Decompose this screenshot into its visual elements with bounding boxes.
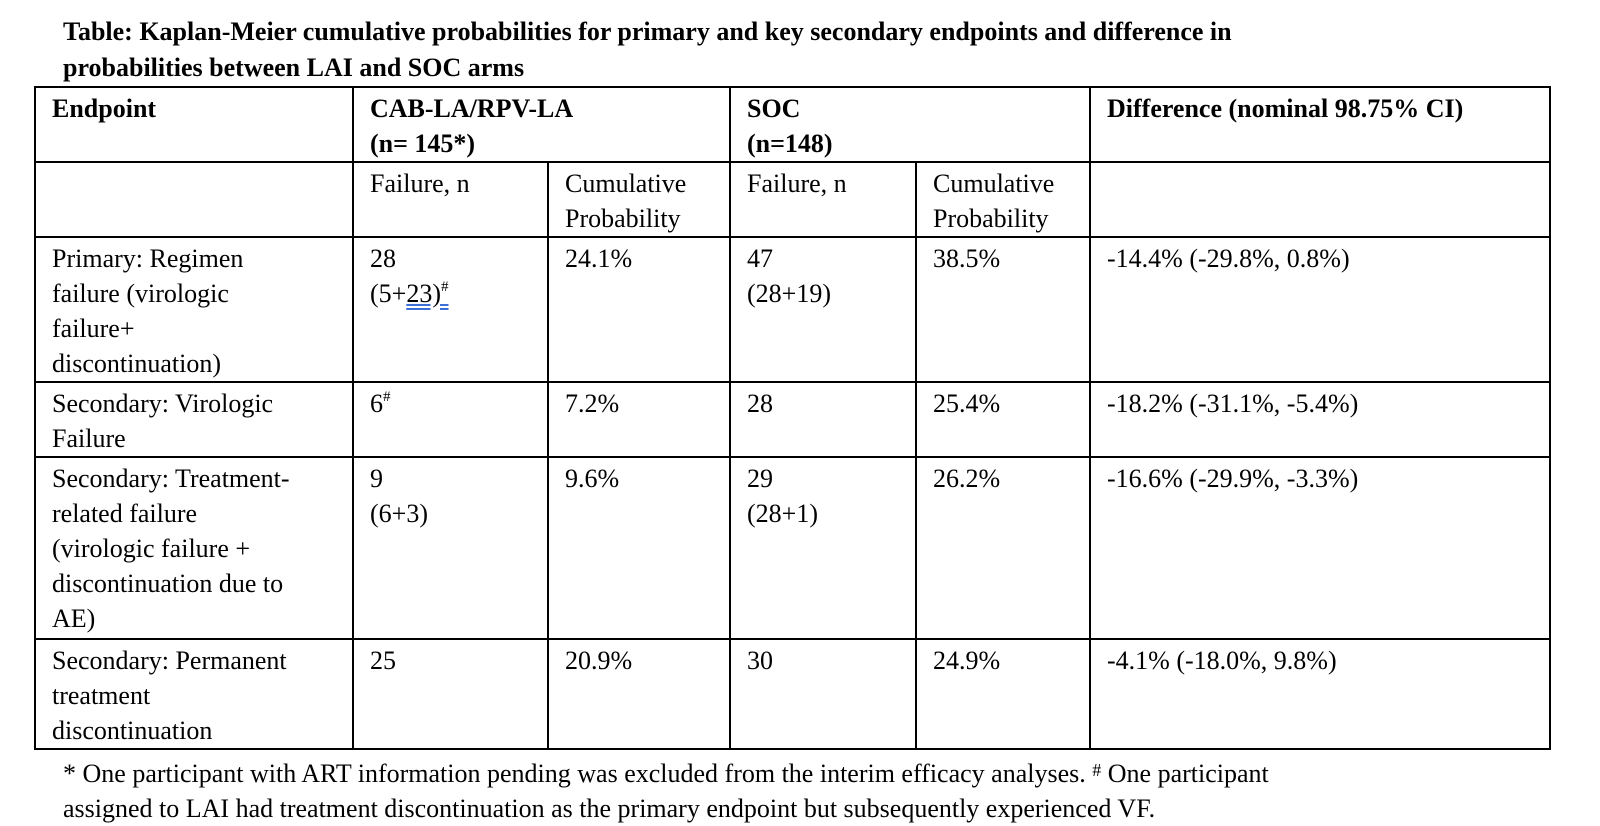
subheader-empty-diff bbox=[1090, 162, 1550, 237]
subheader-soc-cumulative: Cumulative Probability bbox=[916, 162, 1090, 237]
spell-check-underline: 23)# bbox=[406, 279, 449, 308]
header-endpoint: Endpoint bbox=[35, 87, 353, 162]
table-row-permanent-discontinuation bbox=[35, 639, 1550, 749]
endpoint-cell: Secondary: Permanent treatment discontinuation bbox=[35, 639, 353, 749]
footnote-line-1: * One participant with ART information pending was excluded from the interim efficacy analyses. # One participant bbox=[63, 759, 1269, 788]
header-soc-arm: SOC (n=148) bbox=[730, 87, 1090, 162]
table-row-primary bbox=[35, 237, 1550, 382]
subheader-row bbox=[35, 162, 1550, 237]
header-lai-arm: CAB-LA/RPV-LA (n= 145*) bbox=[353, 87, 730, 162]
difference-cell: -16.6% (-29.9%, -3.3%) bbox=[1090, 457, 1550, 639]
table-caption bbox=[63, 14, 1563, 86]
caption-line-1: Table: Kaplan-Meier cumulative probabilities for primary and key secondary endpoints and difference in bbox=[63, 17, 1232, 46]
header-difference: Difference (nominal 98.75% CI) bbox=[1090, 87, 1550, 162]
soc-cumulative-cell: 26.2% bbox=[916, 457, 1090, 639]
table-row-virologic-failure bbox=[35, 382, 1550, 457]
subheader-empty bbox=[35, 162, 353, 237]
lai-failure-cell: 6# bbox=[353, 382, 548, 457]
soc-failure-cell: 30 bbox=[730, 639, 916, 749]
lai-cumulative-cell: 24.1% bbox=[548, 237, 730, 382]
subheader-soc-failure: Failure, n bbox=[730, 162, 916, 237]
soc-failure-cell: 47 (28+19) bbox=[730, 237, 916, 382]
lai-cumulative-cell: 20.9% bbox=[548, 639, 730, 749]
table-row-treatment-related-failure bbox=[35, 457, 1550, 639]
soc-cumulative-cell: 24.9% bbox=[916, 639, 1090, 749]
soc-cumulative-cell: 25.4% bbox=[916, 382, 1090, 457]
soc-failure-cell: 29 (28+1) bbox=[730, 457, 916, 639]
soc-failure-cell: 28 bbox=[730, 382, 916, 457]
endpoint-cell: Secondary: Virologic Failure bbox=[35, 382, 353, 457]
endpoint-cell: Secondary: Treatment- related failure (virologic failure + discontinuation due to AE) bbox=[35, 457, 353, 639]
footnote-line-2: assigned to LAI had treatment discontinuation as the primary endpoint but subsequently experienced VF. bbox=[63, 794, 1156, 823]
lai-cumulative-cell: 9.6% bbox=[548, 457, 730, 639]
table-footnote bbox=[63, 753, 1573, 826]
caption-line-2: probabilities between LAI and SOC arms bbox=[63, 53, 525, 82]
endpoint-cell: Primary: Regimen failure (virologic failure+ discontinuation) bbox=[35, 237, 353, 382]
difference-cell: -4.1% (-18.0%, 9.8%) bbox=[1090, 639, 1550, 749]
difference-cell: -14.4% (-29.8%, 0.8%) bbox=[1090, 237, 1550, 382]
lai-failure-cell: 28 (5+23)# bbox=[353, 237, 548, 382]
difference-cell: -18.2% (-31.1%, -5.4%) bbox=[1090, 382, 1550, 457]
subheader-lai-failure: Failure, n bbox=[353, 162, 548, 237]
header-row bbox=[35, 87, 1550, 162]
lai-failure-cell: 9 (6+3) bbox=[353, 457, 548, 639]
lai-failure-cell: 25 bbox=[353, 639, 548, 749]
km-table bbox=[34, 86, 1551, 750]
lai-cumulative-cell: 7.2% bbox=[548, 382, 730, 457]
subheader-lai-cumulative: Cumulative Probability bbox=[548, 162, 730, 237]
soc-cumulative-cell: 38.5% bbox=[916, 237, 1090, 382]
